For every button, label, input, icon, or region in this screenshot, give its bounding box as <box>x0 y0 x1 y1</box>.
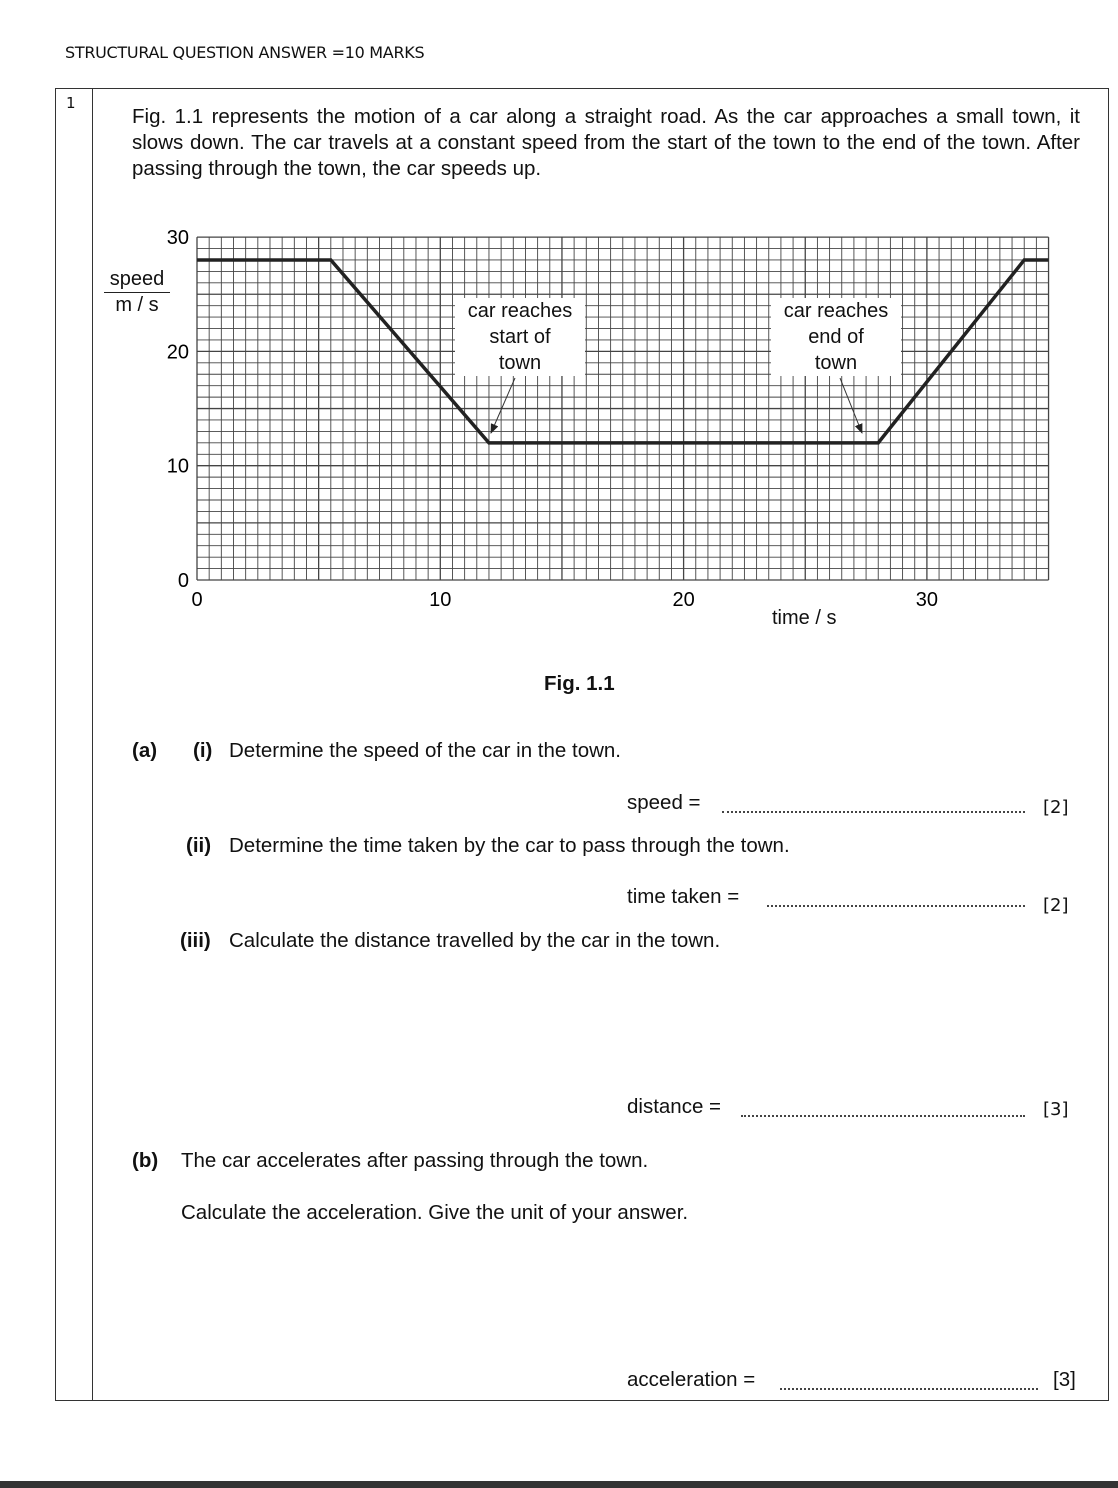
distance-answer-field[interactable] <box>741 1101 1025 1117</box>
question-intro: Fig. 1.1 represents the motion of a car along a straight road. As the car approaches a small town, it slows down. The car travels at a constant speed from the start of the town to the end of the town. After passing through the town, the car speeds up. <box>132 105 1080 180</box>
page-header: STRUCTURAL QUESTION ANSWER =10 MARKS <box>65 43 425 62</box>
marks-a-i: [2] <box>1043 797 1069 818</box>
annotation-line: car reaches <box>467 300 573 322</box>
x-tick-label: 20 <box>672 589 695 611</box>
acceleration-answer-label: acceleration = <box>627 1368 756 1391</box>
bottom-bar <box>0 1481 1118 1488</box>
part-a-iii-label: (iii) <box>180 929 211 952</box>
annotation-line: car reaches <box>783 300 889 322</box>
annotation-arrow <box>491 378 515 433</box>
annotation-line: start of <box>489 326 551 348</box>
question-number: 1 <box>66 94 76 112</box>
y-axis-label-top: speed <box>104 266 170 293</box>
part-a-ii-label: (ii) <box>186 834 212 857</box>
figure-caption: Fig. 1.1 <box>544 672 615 695</box>
marks-b: [3] <box>1053 1368 1076 1391</box>
acceleration-answer-field[interactable] <box>780 1374 1038 1390</box>
part-a-ii-text: Determine the time taken by the car to pass through the town. <box>229 834 790 857</box>
part-b-label: (b) <box>132 1149 159 1172</box>
x-axis-label: time / s <box>772 607 837 629</box>
speed-answer-field[interactable] <box>722 797 1025 813</box>
part-a-label: (a) <box>132 739 158 762</box>
part-a-i-label: (i) <box>193 739 213 762</box>
part-b-instruction: Calculate the acceleration. Give the unit of your answer. <box>181 1201 689 1224</box>
y-tick-label: 10 <box>166 455 189 478</box>
column-divider <box>92 88 93 1400</box>
part-b-text: The car accelerates after passing through the town. <box>181 1149 649 1172</box>
part-a-iii-text: Calculate the distance travelled by the car in the town. <box>229 929 721 952</box>
y-tick-label: 20 <box>166 341 189 364</box>
annotation-start-of-town <box>455 298 585 376</box>
time-taken-answer-label: time taken = <box>627 885 740 908</box>
x-tick-label: 10 <box>429 589 452 611</box>
y-axis-label-bottom: m / s <box>115 294 159 316</box>
annotation-line: town <box>498 352 542 374</box>
part-a-i-text: Determine the speed of the car in the town. <box>229 739 622 762</box>
y-tick-label: 30 <box>166 227 189 250</box>
y-tick-label: 0 <box>177 570 189 592</box>
speed-answer-label: speed = <box>627 791 701 814</box>
annotation-arrow <box>840 378 862 433</box>
time-taken-answer-field[interactable] <box>767 891 1025 907</box>
x-tick-label: 30 <box>915 589 939 611</box>
annotation-line: town <box>814 352 858 374</box>
annotation-end-of-town <box>771 298 901 376</box>
marks-a-iii: [3] <box>1043 1099 1069 1120</box>
distance-answer-label: distance = <box>627 1095 722 1118</box>
speed-time-graph <box>100 220 1100 640</box>
marks-a-ii: [2] <box>1043 895 1069 916</box>
x-tick-label: 0 <box>191 589 203 611</box>
annotation-line: end of <box>808 326 864 348</box>
